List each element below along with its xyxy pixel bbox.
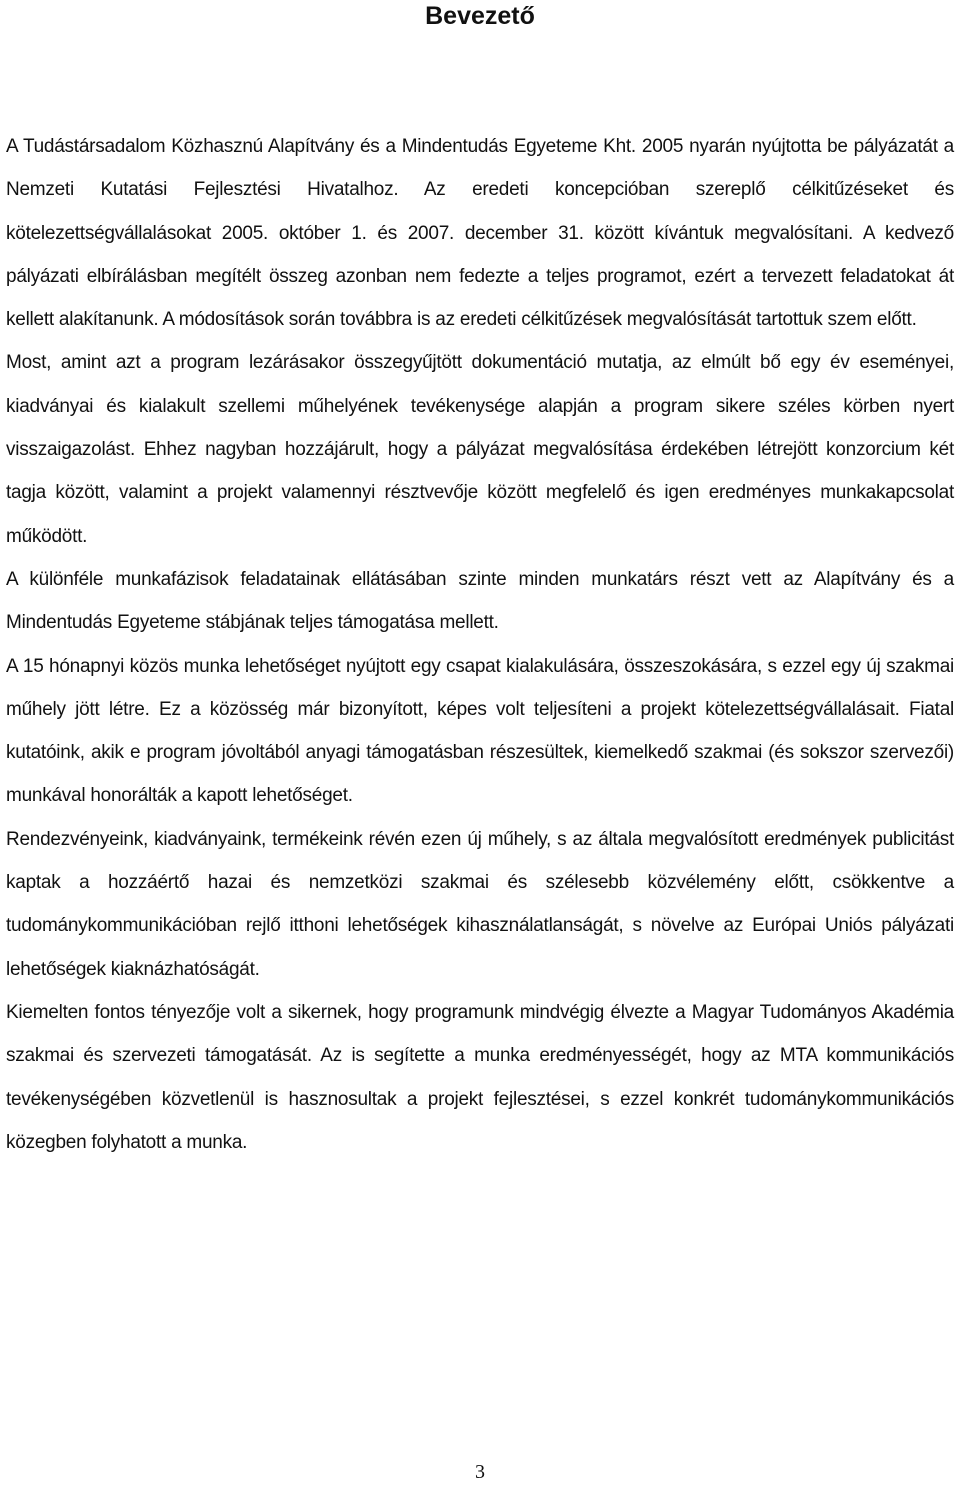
paragraph-staff: A különféle munkafázisok feladatainak ellátásában szinte minden munkatárs részt vett az Alapítvány és a Mindentudás Egyeteme stábjának teljes támogatása mellett. [6, 568, 954, 634]
page-number: 3 [475, 1461, 485, 1483]
paragraph-publicity: Rendezvényeink, kiadványaink, termékeink révén ezen új műhely, s az általa megvalósított eredmények publicitást kaptak a hozzáértő hazai és nemzetközi szakmai és szélesebb közvélemény előtt, csökkentve a tudománykommunikációban rejlő itthoni lehetőségek kihasználatlanságát, s növelve az Európai Uniós pályázati lehetőségek kiaknázhatóságát. [6, 828, 954, 980]
paragraph-results: Most, amint azt a program lezárásakor összegyűjtött dokumentáció mutatja, az elmúlt bő egy év eseményei, kiadványai és kialakult szellemi műhelyének tevékenysége alapján a program sikere széles körben nyert visszaigazolást. Ehhez nagyban hozzájárult, hogy a pályázat megvalósítása érdekében létrejött konzorcium két tagja között, valamint a projekt valamennyi résztvevője között megfelelő és igen eredményes munkakapcsolat működött. [6, 352, 954, 547]
document-body [6, 125, 954, 1164]
paragraph-team: A 15 hónapnyi közös munka lehetőséget nyújtott egy csapat kialakulására, összeszokására, s ezzel egy új szakmai műhely jött létre. Ez a közösség már bizonyított, képes volt teljesíteni a projekt kötelezettségvállalásait. Fiatal kutatóink, akik e program jóvoltából anyagi támogatásban részesültek, kiemelkedő szakmai (és sokszor szervezői) munkával honorálták a kapott lehetőséget. [6, 655, 954, 807]
paragraph-intro: A Tudástársadalom Közhasznú Alapítvány és a Mindentudás Egyeteme Kht. 2005 nyarán nyújtotta be pályázatát a Nemzeti Kutatási Fejlesztési Hivatalhoz. Az eredeti koncepcióban szereplő célkitűzéseket és kötelezettségvállalásokat 2005. október 1. és 2007. december 31. között kívántuk megvalósítani. A kedvező pályázati elbírálásban megítélt összeg azonban nem fedezte a teljes programot, ezért a tervezett feladatokat át kellett alakítanunk. A módosítások során továbbra is az eredeti célkitűzések megvalósítását tartottuk szem előtt. [6, 136, 954, 331]
paragraph-academy-support: Kiemelten fontos tényezője volt a sikernek, hogy programunk mindvégig élvezte a Magyar Tudományos Akadémia szakmai és szervezeti támogatását. Az is segítette a munka eredményességét, hogy az MTA kommunikációs tevékenységében közvetlenül is hasznosultak a projekt fejlesztései, s ezzel konkrét tudománykommunikációs közegben folyhatott a munka. [6, 1001, 954, 1153]
page-title: Bevezető [425, 2, 535, 30]
